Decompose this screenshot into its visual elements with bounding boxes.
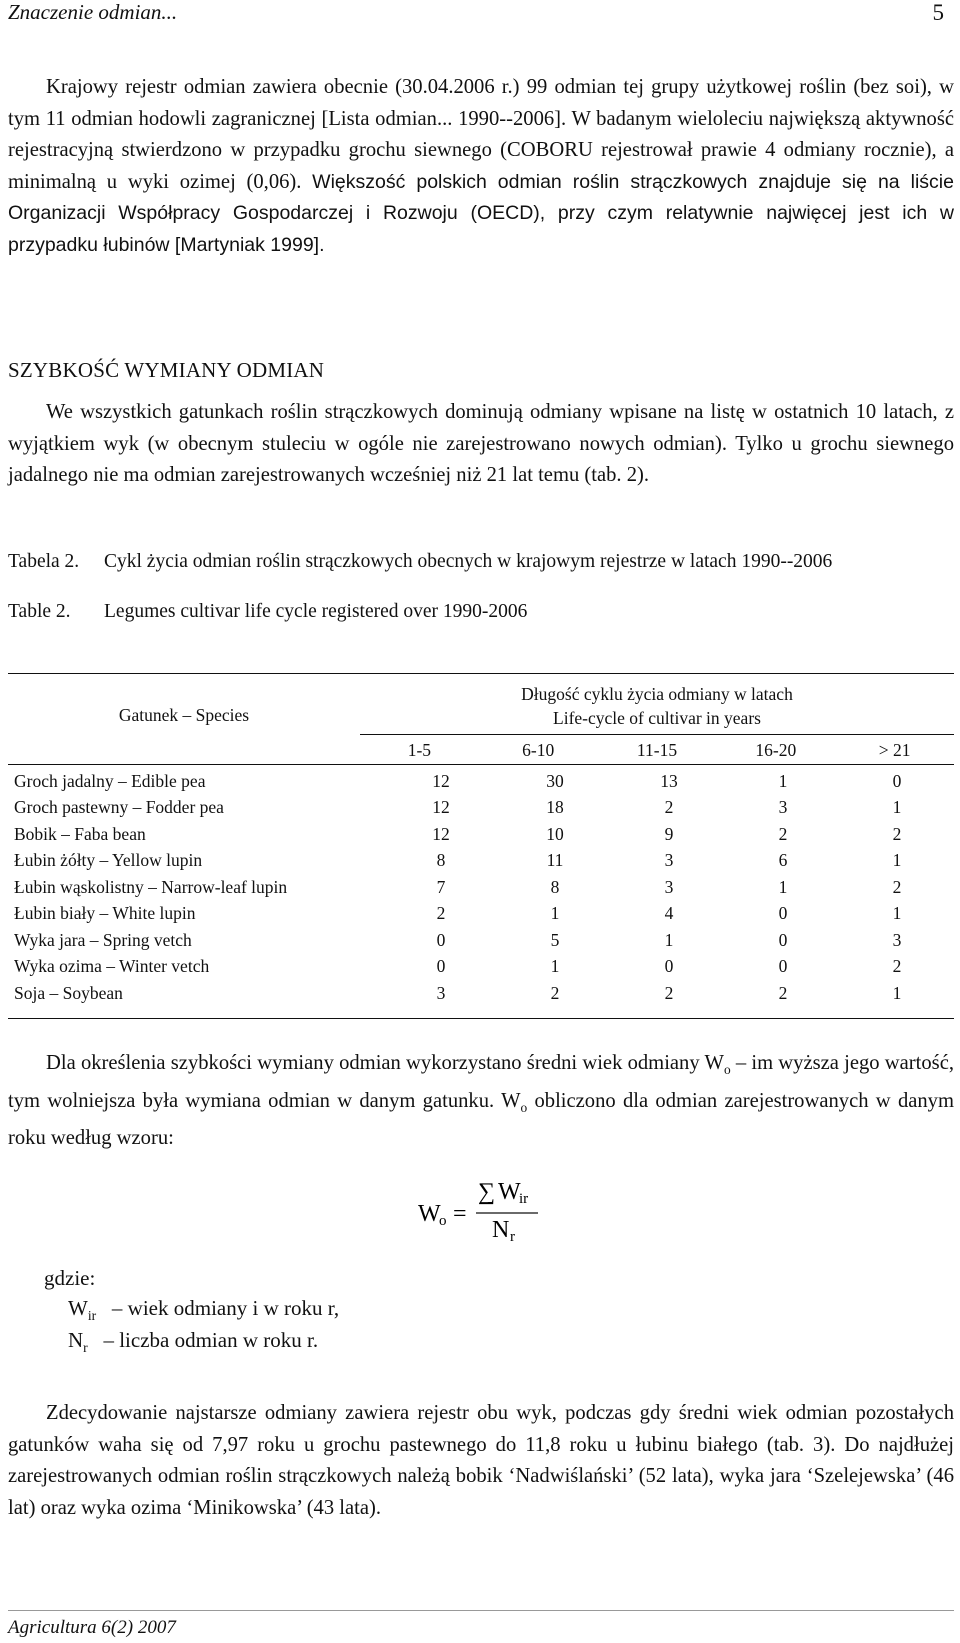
count-cell: 8: [436, 850, 446, 871]
paragraph-method-part2: – im wyższa jego wartość, tym wolniejsza była wymiana odmian w danym gatunku. W: [8, 1052, 954, 1112]
table-header-sub-rule: [360, 734, 954, 735]
table-row: [8, 954, 954, 981]
count-cell: 2: [664, 982, 674, 1003]
count-cell: 8: [550, 876, 560, 897]
formula-den: N: [492, 1217, 510, 1243]
count-cell: 2: [892, 956, 902, 977]
count-cell: 1: [892, 982, 902, 1003]
table-header-length: [360, 682, 954, 730]
count-cell: 3: [664, 850, 674, 871]
count-cell: 30: [546, 770, 564, 791]
formula-graphic: [418, 1173, 558, 1243]
count-cell: 1: [664, 929, 674, 950]
column-header: 6-10: [522, 740, 555, 760]
count-cell: 0: [778, 956, 788, 977]
section-heading: SZYBKOŚĆ WYMIANY ODMIAN: [8, 358, 325, 382]
table-row: [8, 848, 954, 875]
formula-den-sub: r: [510, 1229, 515, 1243]
table-row: [8, 795, 954, 822]
count-cell: 1: [778, 876, 788, 897]
table-row: [8, 980, 954, 1007]
table-caption-en-text: Legumes cultivar life cycle registered over 1990-2006: [104, 601, 528, 622]
species-cell: Wyka jara – Spring vetch: [14, 929, 192, 950]
table-caption-en: [8, 598, 954, 625]
species-cell: Łubin wąskolistny – Narrow-leaf lupin: [14, 876, 288, 897]
count-cell: 0: [436, 929, 446, 950]
species-cell: Soja – Soybean: [14, 982, 123, 1003]
count-cell: 2: [778, 982, 788, 1003]
count-cell: 2: [664, 797, 674, 818]
paragraph-replacement: [8, 397, 954, 492]
legend-text: – liczba odmian w roku r.: [103, 1328, 319, 1352]
page-number: 5: [932, 0, 944, 25]
count-cell: 0: [778, 929, 788, 950]
table-top-rule: [8, 673, 954, 674]
table-header-length-en: Life-cycle of cultivar in years: [553, 708, 761, 728]
count-cell: 3: [892, 929, 902, 950]
formula-sigma: ∑: [478, 1179, 496, 1205]
table-caption-pl: [8, 548, 954, 604]
column-header: 16-20: [755, 740, 797, 760]
journal-footer: Agricultura 6(2) 2007: [8, 1617, 176, 1638]
legend-symbol-sub: ir: [87, 1308, 97, 1324]
count-cell: 3: [436, 982, 446, 1003]
count-cell: 2: [892, 823, 902, 844]
legend-item-nr: [68, 1328, 318, 1356]
count-cell: 10: [546, 823, 564, 844]
paragraph-replacement-text: We wszystkich gatunkach roślin strączkowych dominują odmiany wpisane na listę w ostatnich 10 latach, z wyjątkiem wyk (w obecnym stuleciu w ogóle nie zarejestrowano nowych odmian). Tylko u grochu siewnego jadalnego nie ma odmian zarejestrowanych wcześniej niż 21 lat temu (tab. 2).: [8, 401, 954, 486]
count-cell: 1: [778, 770, 788, 791]
paragraph-oldest: [8, 1398, 954, 1524]
count-cell: 12: [432, 770, 450, 791]
running-header: [8, 0, 952, 34]
column-header: 1-5: [407, 740, 432, 760]
paragraph-registry-sans: Większość polskich odmian roślin strączkowych znajduje się na liście Organizacji Współpracy Gospodarczej i Rozwoju (OECD), przy czym relatywnie najwięcej jest ich w przypadku łubinów [Martyniak 1999].: [8, 170, 954, 256]
count-cell: 0: [892, 770, 902, 791]
count-cell: 6: [778, 850, 788, 871]
legend-item-wir: [68, 1296, 339, 1324]
count-cell: 0: [664, 956, 674, 977]
species-cell: Wyka ozima – Winter vetch: [14, 956, 210, 977]
count-cell: 3: [664, 876, 674, 897]
subscript-o: o: [723, 1062, 731, 1078]
count-cell: 4: [664, 903, 674, 924]
species-cell: Groch pastewny – Fodder pea: [14, 797, 224, 818]
running-title: Znaczenie odmian...: [8, 0, 178, 24]
footer-rule: [8, 1610, 954, 1611]
table-row: [8, 768, 954, 795]
table-header-length-pl: Długość cyklu życia odmiany w latach: [521, 684, 793, 704]
column-header: 11-15: [636, 740, 678, 760]
count-cell: 5: [550, 929, 560, 950]
table-row: [8, 927, 954, 954]
table-bottom-rule: [8, 1018, 954, 1019]
table-caption-en-label: Table 2.: [8, 601, 71, 622]
table-header-columns: [360, 740, 954, 761]
formula-num-sub: ir: [519, 1191, 529, 1207]
legend-text: – wiek odmiany i w roku r,: [111, 1296, 340, 1320]
count-cell: 1: [550, 956, 560, 977]
legend-symbol: W: [68, 1296, 88, 1320]
table-row: [8, 821, 954, 848]
paragraph-method-part1: Dla określenia szybkości wymiany odmian wykorzystano średni wiek odmiany W: [46, 1052, 724, 1074]
count-cell: 0: [436, 956, 446, 977]
count-cell: 7: [436, 876, 446, 897]
species-cell: Groch jadalny – Edible pea: [14, 770, 206, 791]
legend-symbol-sub: r: [83, 1340, 88, 1356]
paragraph-registry-serif: Krajowy rejestr odmian zawiera obecnie (30.04.2006 r.) 99 odmian tej grupy użytkowej roślin (bez soi), w tym 11 odmian hodowli zagranicznej [Lista odmian... 1990--2006]. W badanym wieloleciu największą aktywność rejestracyjną stwierdzono w przypadku grochu siewnego (COBORU rejestrował prawie 4 odmiany rocznie), a minimalną u wyki ozimej (0,06).: [8, 76, 954, 193]
count-cell: 13: [660, 770, 678, 791]
count-cell: 18: [546, 797, 564, 818]
count-cell: 2: [550, 982, 560, 1003]
column-header: > 21: [878, 740, 911, 760]
life-cycle-table: [8, 768, 954, 1007]
count-cell: 0: [778, 903, 788, 924]
paragraph-method-part3: obliczono dla odmian zarejestrowanych w danym roku według wzoru:: [8, 1089, 954, 1150]
count-cell: 2: [892, 876, 902, 897]
count-cell: 12: [432, 797, 450, 818]
count-cell: 11: [546, 850, 564, 871]
table-caption-pl-text: Cykl życia odmian roślin strączkowych obecnych w krajowym rejestrze w latach 1990--2006: [104, 551, 833, 572]
table-row: [8, 874, 954, 901]
paragraph-registry: [8, 72, 954, 261]
count-cell: 1: [550, 903, 560, 924]
species-cell: Łubin żółty – Yellow lupin: [14, 850, 203, 871]
table-header-rule: [8, 764, 954, 765]
paragraph-oldest-text: Zdecydowanie najstarsze odmiany zawiera rejestr obu wyk, podczas gdy średni wiek odmian pozostałych gatunków waha się od 7,97 roku u grochu pastewnego do 11,8 roku u łubinu białego (tab. 3). Do najdłużej zarejestrowanych odmian roślin strączkowych należą bobik ‘Nadwiślański’ (52 lata), wyka jara ‘Szelejewska’ (46 lat) oraz wyka ozima ‘Minikowska’ (43 lata).: [8, 1402, 954, 1519]
table-row: [8, 901, 954, 928]
formula-lhs: W: [418, 1201, 441, 1227]
count-cell: 12: [432, 823, 450, 844]
formula-mean-age: [418, 1173, 558, 1249]
table-caption-pl-label: Tabela 2.: [8, 551, 80, 572]
paragraph-method: [8, 1048, 954, 1155]
count-cell: 1: [892, 797, 902, 818]
legend-symbol: N: [68, 1328, 84, 1352]
count-cell: 1: [892, 903, 902, 924]
formula-lhs-sub: o: [439, 1213, 447, 1229]
formula-eq: =: [453, 1201, 467, 1227]
species-cell: Bobik – Faba bean: [14, 823, 146, 844]
count-cell: 1: [892, 850, 902, 871]
count-cell: 2: [778, 823, 788, 844]
formula-num: W: [498, 1179, 521, 1205]
count-cell: 9: [664, 823, 674, 844]
table-header-species: Gatunek – Species: [118, 705, 250, 725]
count-cell: 3: [778, 797, 788, 818]
subscript-o: o: [520, 1099, 528, 1115]
species-cell: Łubin biały – White lupin: [14, 903, 196, 924]
legend-label: gdzie:: [44, 1266, 96, 1290]
count-cell: 2: [436, 903, 446, 924]
